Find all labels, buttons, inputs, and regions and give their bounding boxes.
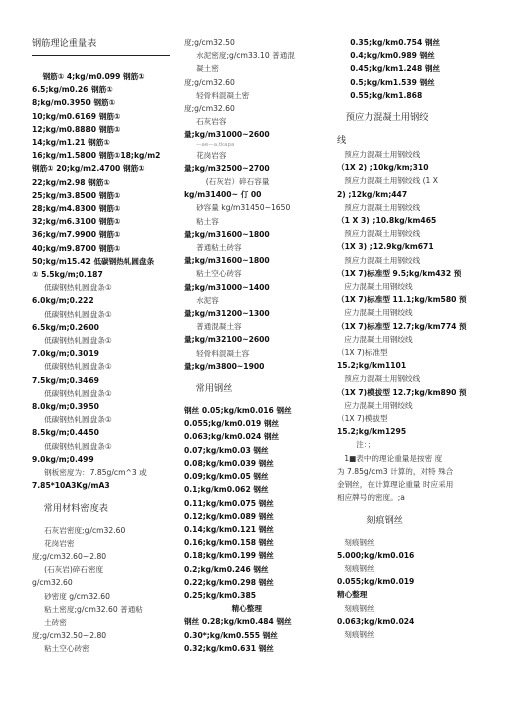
text-line: 度;g/cm32.50~2.80 [32,631,107,641]
text-line: 粘土容 [184,216,219,226]
text-line: 14;kg/m1.21 钢筋① [32,138,110,148]
text-line: 0.55;kg/km1.868 [337,90,423,100]
text-line: 预应力混凝土用钢绞线 [337,150,421,160]
text-line: 粘土空心砖密 [32,644,90,654]
spacer [32,493,174,501]
text-line: 0.11;kg/km0.075 钢丝 [184,498,274,508]
text-line: 砂容量 kg/m31450~1650 [184,203,291,213]
text-line: 凝土密 [184,64,219,74]
section-heading: 常用材料密度表 [32,502,108,514]
text-line: 0.063;kg/km0.024 钢丝 [184,432,280,442]
text-line: 普通粘土砖容 [184,243,242,253]
text-line: 0.25;kg/km0.385 [184,590,257,600]
text-line: 刻痕钢丝 [337,537,375,547]
text-line: 7.0kg/m;0.3019 [32,349,99,359]
text-line: 预应力混凝土用钢绞线 [337,229,421,239]
text-line: 低碳钢热轧圆盘条① [32,388,112,398]
text-line: 0.32;kg/km0.631 钢丝 [184,643,274,653]
text-line: 40;kg/m9.8700 钢筋① [32,243,121,253]
text-line: 相应牌号的密度。;a [337,493,405,503]
text-line: 16;kg/m1.5800 钢筋①18;kg/m2 [32,151,161,161]
text-line: 1■表中的理论重量是按密 度 [337,453,443,463]
text-line: 砂密度 g/cm32.60 [32,591,110,601]
text-line: 钢丝 0.05;kg/km0.016 钢丝 [184,406,292,416]
text-line: 0.12;kg/km0.089 钢丝 [184,511,274,521]
text-line: （1X 7)标准型 12.7;kg/km774 预 [337,321,467,331]
text-line: （1X 2) ;10kg/km;310 [337,163,429,173]
text-line: 量;kg/m31600~1800 [184,229,270,239]
text-line: 粘土空心砖容 [184,269,242,279]
text-line: 花岗岩密 [32,538,75,548]
text-line: 轻骨料混凝土密 [184,90,250,100]
column-right-lines [337,36,487,641]
text-line: 刻痕钢丝 [337,563,375,573]
spacer [337,102,487,110]
text-line: 钢丝 0.28;kg/km0.484 钢丝 [184,617,292,627]
text-line: 刻痕钢丝 [337,629,375,639]
text-line: 6.5;kg/m0.26 钢筋① [32,85,113,95]
column-left-lines [32,70,174,656]
text-line: 5.000;kg/km0.016 [337,550,415,560]
section-heading: 预应力混凝土用钢绞 [337,112,429,124]
text-line: 0.14;kg/km0.121 钢丝 [184,524,274,534]
text-line: 0.35;kg/km0.754 钢丝 [337,38,441,47]
text-line: 量;kg/m31200~1300 [184,309,270,319]
text-line: 水泥容 [184,295,219,305]
text-line: 2) ;12kg/km;447 [337,189,408,199]
text-line: 为 7.85g/cm3 计算的，对特 殊合 [337,466,454,476]
text-line: 10;kg/m0.6169 钢筋① [32,111,121,121]
text-line: 0.07;kg/km0.03 钢丝 [184,445,269,455]
text-line: 低碳钢热轧圆盘条① [32,309,112,319]
text-line: ① 5.5kg/m;0.187 [32,270,103,280]
text-line: (石灰岩）碎石容量 [184,177,270,187]
text-line: 7.5kg/m;0.3469 [32,375,99,385]
text-line: 度;g/cm32.60 [184,104,235,114]
text-line: （1X 7)标准型 11.1;kg/km580 预 [337,295,467,305]
text-line: 0.1;kg/km0.062 钢丝 [184,485,269,495]
text-line: 预应力混凝土用钢绞线 (1 X [337,176,439,186]
text-line: 0.4;kg/km0.989 钢丝 [337,51,435,61]
text-line: 花岗岩容 [184,150,227,160]
text-line: 钢板密度为：7.85g/cm^3 或 [32,468,147,478]
document-title: 钢筋理论重量表 [32,38,97,49]
text-line: 预应力混凝土用钢绞线 [337,255,421,265]
text-line: 0.063;kg/km0.024 [337,616,415,626]
text-line: 0.30*;kg/km0.555 钢丝 [184,630,278,640]
text-line: 应力混凝土用钢绞线 [337,400,413,410]
text-line: 量;kg/m31000~1400 [184,282,270,292]
text-line: 6.5kg/m;0.2600 [32,322,99,332]
text-line: （1X 7)标准型 [337,348,388,358]
column-left [32,36,174,656]
text-line: 15.2;kg/km1295 [337,427,407,437]
column-middle [184,36,332,655]
text-line: 0.5;kg/km1.539 钢丝 [337,77,435,87]
section-heading: 线 [337,135,347,147]
text-line: 12;kg/m0.8880 钢筋① [32,124,121,134]
text-line: 8.5kg/m;0.4450 [32,428,99,438]
text-line: 32;kg/m6.3100 钢筋① [32,217,121,227]
text-line: 28;kg/m4.8300 钢筋① [32,204,121,214]
text-line: 0.45;kg/km1.248 钢丝 [337,64,441,74]
text-line: 应力混凝土用钢绞线 [337,282,413,292]
text-line: 轻骨料混凝土容 [184,348,250,358]
text-line: 量;kg/m32100~2600 [184,335,270,345]
text-line: 钢筋① 4;kg/m0.099 钢筋① [32,72,145,81]
text-line: 22;kg/m2.98 钢筋① [32,177,110,187]
section-heading: 刻痕钢丝 [337,514,403,526]
text-line: 预应力混凝土用钢绞线 [337,202,421,212]
text-line: 量;kg/m31600~1800 [184,256,270,266]
text-line: g/cm32.60 [32,578,73,588]
spacer [184,373,332,381]
spacer [184,396,332,404]
section-heading: 常用钢丝 [184,383,233,395]
text-line: (石灰岩)碎石密度 [32,565,104,575]
text-line: 量;kg/m3800~1900 [184,361,265,371]
text-line: （1X 7)模拔型 [337,414,388,424]
text-line: 8;kg/m0.3950 钢筋① [32,98,116,108]
text-line: 9.0kg/m;0.499 [32,454,94,464]
spacer [337,528,487,536]
text-line: 土砖密 [32,617,67,627]
column-middle-lines [184,36,332,655]
spacer [32,516,174,524]
text-line: 0.2;kg/km0.246 钢丝 [184,564,269,574]
text-line: 低碳钢热轧圆盘条① [32,441,112,451]
text-line: 25;kg/m3.8500 钢筋① [32,190,121,200]
text-line: 0.16;kg/km0.158 钢丝 [184,538,274,548]
text-line: （1X 7)模拔型 12.7;kg/km890 预 [337,387,467,397]
text-line: 8.0kg/m;0.3950 [32,402,99,412]
text-line: 低碳钢热轧圆盘条① [32,415,112,425]
text-line: 精心整理 [184,604,262,614]
text-line: 预应力混凝土用钢绞线 [337,374,421,384]
text-line: 精心整理 [337,590,368,600]
text-line: 注：； [337,440,376,450]
text-line: 度;g/cm32.60~2.80 [32,551,107,561]
text-line: 度;g/cm32.50 [184,38,235,47]
column-right [337,36,487,641]
text-line: 石灰岩密度;g/cm32.60 [32,525,126,535]
text-line: 0.18;kg/km0.199 钢丝 [184,551,274,561]
text-line: 钢筋① 20;kg/m2.4700 钢筋① [32,164,145,174]
text-line: 0.055;kg/km0.019 [337,577,415,587]
text-line: 0.09;kg/km0.05 钢丝 [184,472,269,482]
text-line: 应力混凝土用钢绞线 [337,334,413,344]
text-line: 低碳钢热轧圆盘条① [32,336,112,346]
text-line: 刻痕钢丝 [337,603,375,613]
text-line: 0.22;kg/km0.298 钢丝 [184,577,274,587]
spacer [337,125,487,133]
text-line: 15.2;kg/km1101 [337,361,407,371]
text-line: （1 X 3) ;10.8kg/km465 [337,216,437,226]
text-line: —ae—a,tkapa [196,141,235,148]
title-underline [32,55,170,56]
text-line: 量;kg/m31000~2600 [184,130,270,140]
text-line: 石灰岩容 [184,117,227,127]
text-line: 金钢丝，在计算理论重量 时应采用 [337,480,454,490]
text-line: 6.0kg/m;0.222 [32,296,94,306]
text-line: 普通混凝土容 [184,322,242,332]
text-line: kg/m31400~ 仃 00 [184,190,262,200]
text-line: 粘土密度;g/cm32.60 普通粘 [32,604,143,614]
text-line: 0.055;kg/km0.019 钢丝 [184,419,280,429]
text-line: 50;kg/m15.42 低碳钢热轧圆盘条 [32,256,155,266]
text-line: （1X 7)标准型 9.5;kg/km432 预 [337,268,462,278]
text-line: 量;kg/m32500~2700 [184,163,270,173]
text-line: 7.85*10A3Kg/mA3 [32,481,110,491]
text-line: （1X 3) ;12.9kg/km671 [337,242,434,252]
text-line: 0.08;kg/km0.039 钢丝 [184,458,274,468]
text-line: 低碳钢热轧圆盘条① [32,362,112,372]
text-line: 度;g/cm32.60 [184,77,235,87]
text-line: 36;kg/m7.9900 钢筋① [32,230,121,240]
text-line: 应力混凝土用钢绞线 [337,308,413,318]
spacer [337,505,487,513]
text-line: 低碳钢热轧圆盘条① [32,283,112,293]
text-line: 水泥密度;g/cm33.10 普通混 [184,51,295,61]
